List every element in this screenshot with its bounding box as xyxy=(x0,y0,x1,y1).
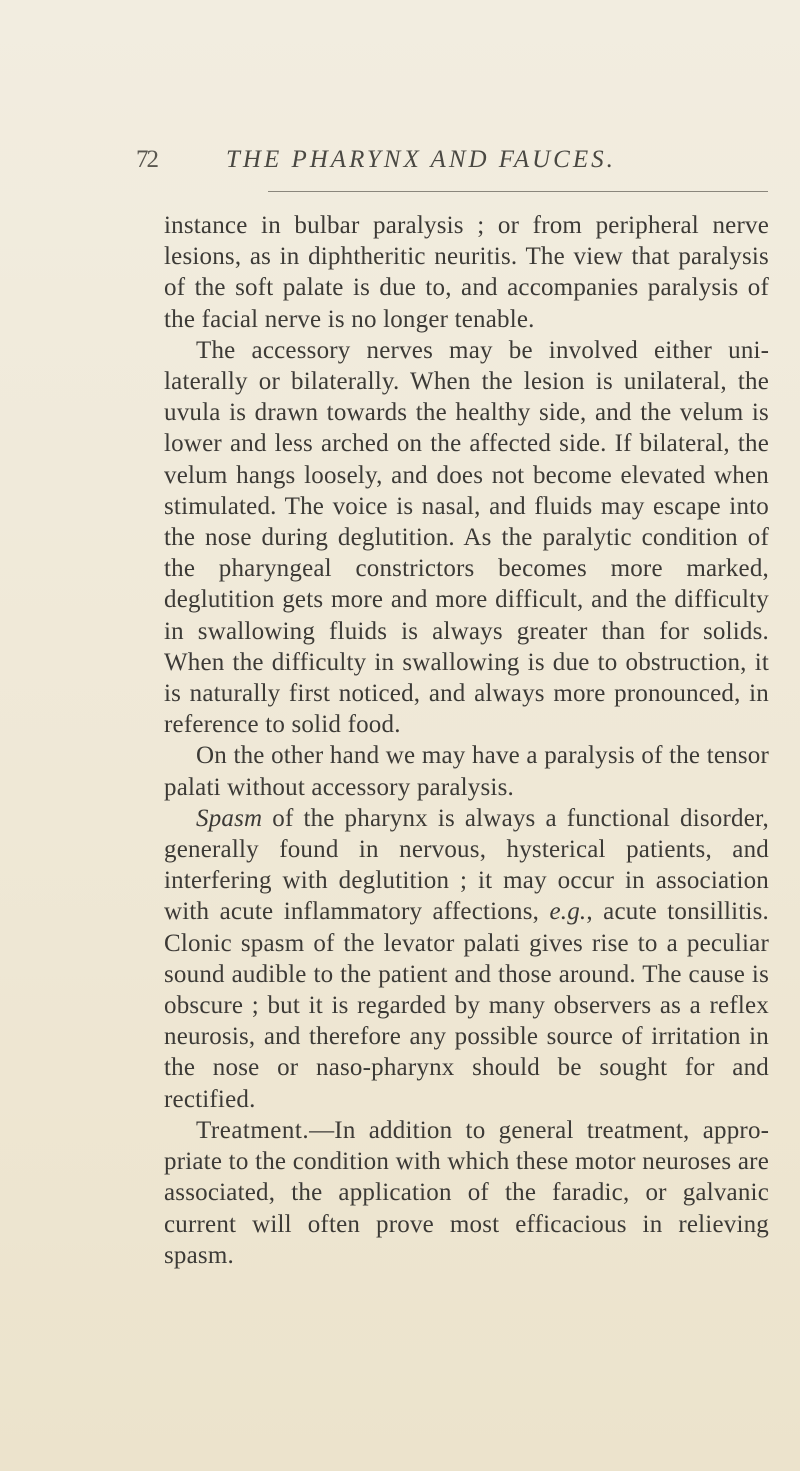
spasm-term: Spasm xyxy=(196,804,263,832)
treatment-label: Treatment. xyxy=(196,1116,310,1144)
spasm-text-part-2: , acute tonsillitis. Clonic spasm of the levator palati gives rise to a peculiar sound audible to the patient and those around. The cause is obscure ; but it is regarded by many observers as a reflex neurosis, and therefore any possible source of irritation in the nose or naso-pharynx should be sought for and rectified. xyxy=(164,898,769,1113)
paragraph-accessory-nerves: The accessory nerves may be involved either unilaterally or bilaterally. When the lesion is unilateral, the uvula is drawn towards the healthy side, and the velum is lower and less arched on the affected side. If bilateral, the velum hangs loosely, and does not become elevated when stimulated. The voice is nasal, and fluids may escape into the nose during deglutition. As the paralytic condition of the pharyngeal constrictors becomes more marked, deglutition gets more and more difficult, and the difficulty in swallowing fluids is always greater than for solids. When the difficulty in swallowing is due to obstruction, it is naturally first noticed, and always more pronounced, in reference to solid food. xyxy=(164,336,769,739)
page-number: 72 xyxy=(136,146,157,173)
paragraph-tensor-palati: On the other hand we may have a paralysis of the tensor palati without accessory paralysis. xyxy=(164,742,769,801)
spasm-text-part-1: of the pharynx is always a functional disorder, generally found in nervous, hysterical patients, and interfering with deglutition ; it may occur in association with acute inflammatory affections, xyxy=(164,804,769,926)
running-head xyxy=(136,146,766,186)
body-text xyxy=(164,210,769,1271)
running-title: THE PHARYNX AND FAUCES. xyxy=(226,146,616,173)
paragraph-treatment xyxy=(164,1115,769,1271)
paragraph-spasm xyxy=(164,803,769,1115)
eg-abbreviation: e.g. xyxy=(549,898,587,926)
paragraph-bulbar-paralysis: instance in bulbar paralysis ; or from peripheral nerve lesions, as in diphtheritic neuritis. The view that paralysis of the soft palate is due to, and accompanies paralysis of the facial nerve is no longer tenable. xyxy=(164,212,769,333)
header-rule xyxy=(268,191,768,192)
treatment-text: —In addition to general treatment, appropriate to the condition with which these motor neuroses are associated, the application of the faradic, or galvanic current will often prove most efficacious in relieving spasm. xyxy=(164,1116,769,1269)
